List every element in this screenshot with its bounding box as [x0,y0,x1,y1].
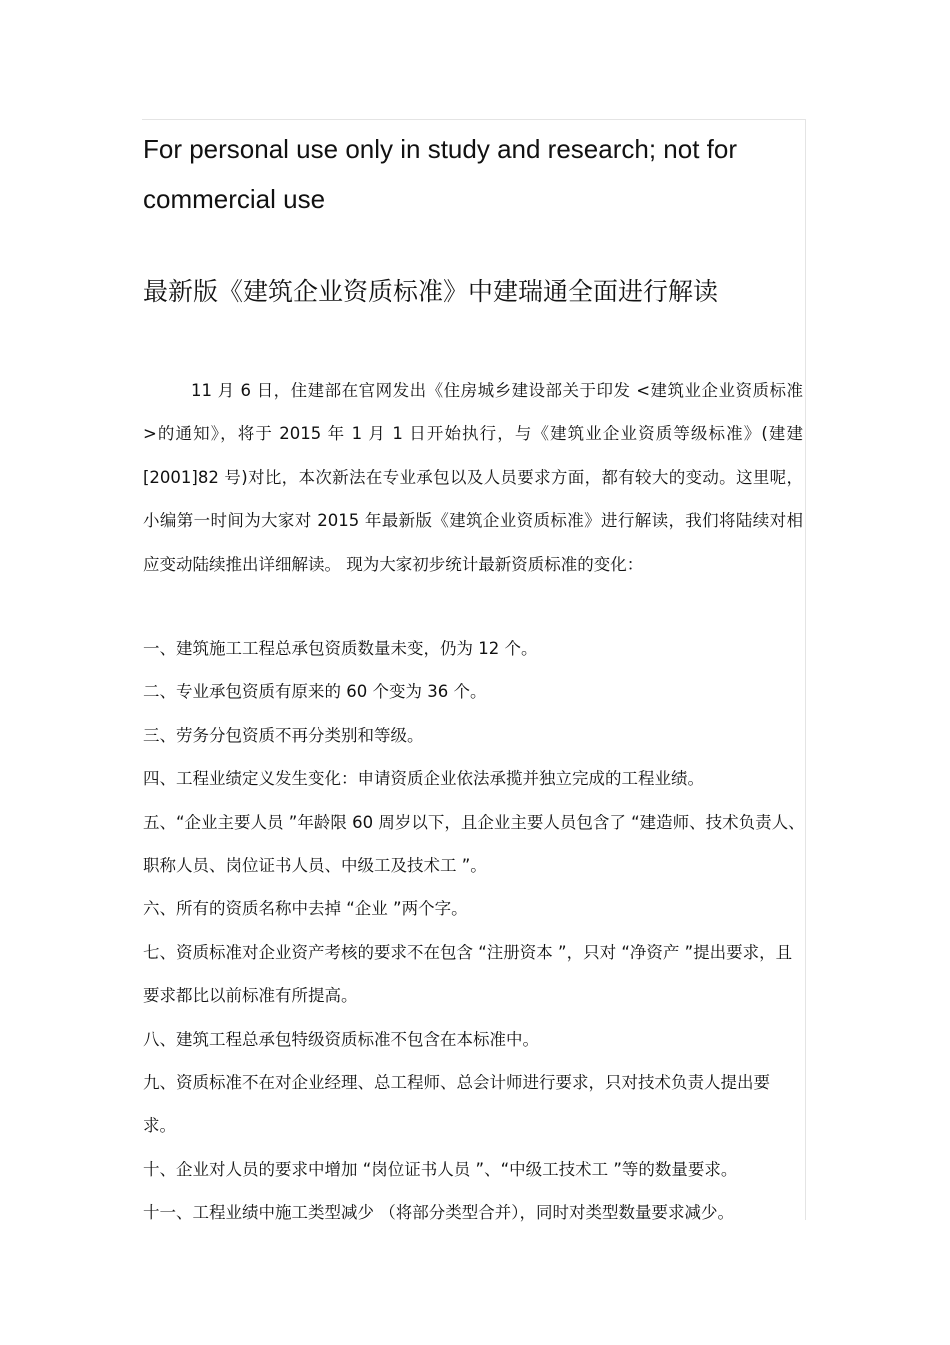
document-title: 最新版《建筑企业资质标准》中建瑞通全面进行解读 [143,277,719,306]
intro-section [143,369,803,586]
list-item: 五、“企业主要人员 ”年龄限 60 周岁以下，且企业主要人员包含了 “建造师、技术负责人、职称人员、岗位证书人员、中级工及技术工 ”。 [143,812,805,876]
list-item: 七、资质标准对企业资产考核的要求不在包含 “注册资本 ”，只对 “净资产 ”提出要求，且要求都比以前标准有所提高。 [143,942,793,1006]
list-item: 一、建筑施工工程总承包资质数量未变，仍为 12 个。 [143,639,538,658]
intro-paragraph: 11 月 6 日，住建部在官网发出《住房城乡建设部关于印发 <建筑业企业资质标准 >的通知》，将于 2015 年 1 月 1 日开始执行，与《建筑业企业资质等级标准》(建建[2001]82 号)对比，本次新法在专业承包以及人员要求方面，都有较大的变动。这里呢，小编第一时间为大家对 2015 年最新版《建筑企业资质标准》进行解读，我们将陆续对相应变动陆续推出详细解读。 现为大家初步统计最新资质标准的变化： [143,381,803,574]
list-item: 八、建筑工程总承包特级资质标准不包含在本标准中。 [143,1029,539,1049]
list-item: 十、企业对人员的要求中增加 “岗位证书人员 ”、“中级工技术工 ”等的数量要求。 [143,1159,738,1179]
disclaimer-text: For personal use only in study and research; not for commercial use [143,134,737,214]
changes-list [143,627,805,1235]
list-item: 三、劳务分包资质不再分类别和等级。 [143,725,424,745]
list-item: 九、资质标准不在对企业经理、总工程师、总会计师进行要求，只对技术负责人提出要求。 [143,1073,770,1136]
list-item: 六、所有的资质名称中去掉 “企业 ”两个字。 [143,899,468,919]
list-item: 四、工程业绩定义发生变化：申请资质企业依法承揽并独立完成的工程业绩。 [143,769,704,789]
list-item: 十一、工程业绩中施工类型减少 （将部分类型合并），同时对类型数量要求减少。 [143,1203,734,1223]
list-item: 二、专业承包资质有原来的 60 个变为 36 个。 [143,682,487,702]
